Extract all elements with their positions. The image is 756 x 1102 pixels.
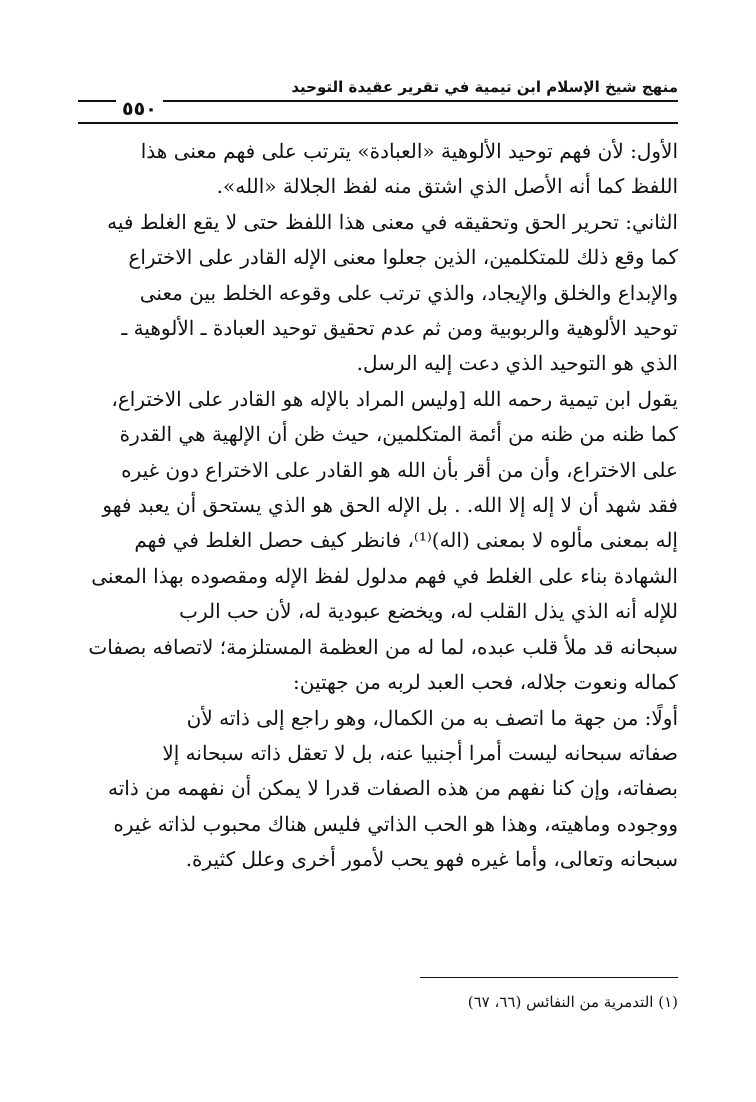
- page-number-row: [78, 100, 678, 124]
- running-title: منهج شيخ الإسلام ابن تيمية في تقرير عقيدة التوحيد: [291, 78, 678, 96]
- body-line: على الاختراع، وأن من أقر بأن الله هو القادر على الاختراع دون غيره: [121, 457, 678, 482]
- body-line: الذي هو التوحيد الذي دعت إليه الرسل.: [356, 351, 678, 376]
- body-line: والإبداع والخلق والإيجاد، والذي ترتب على وقوعه الخلط بين معنى: [139, 280, 678, 305]
- body-line: اللفظ كما أنه الأصل الذي اشتق منه لفظ الجلالة «الله».: [216, 174, 678, 199]
- body-line: الثاني: تحرير الحق وتحقيقه في معنى هذا اللفظ حتى لا يقع الغلط فيه: [107, 209, 678, 234]
- header-rule-lower: [78, 122, 678, 124]
- body-line: الأول: لأن فهم توحيد الألوهية «العبادة» يترتب على فهم معنى هذا: [140, 139, 678, 163]
- body-line: صفاته سبحانه ليست أمرا أجنبيا عنه، بل لا تعقل ذاته سبحانه إلا: [162, 740, 678, 765]
- body-line: الشهادة بناء على الغلط في فهم مدلول لفظ الإله ومقصوده بهذا المعنى: [91, 563, 678, 588]
- body-line: للإله أنه الذي يذل القلب له، ويخضع عبودية له، لأن حب الرب: [179, 599, 678, 624]
- body-line: إله بمعنى مألوه لا بمعنى (اله)⁽¹⁾، فانظر كيف حصل الغلط في فهم: [134, 528, 678, 553]
- footnote-rule: [420, 977, 678, 978]
- body-text: [78, 134, 678, 878]
- body-line: يقول ابن تيمية رحمه الله [وليس المراد بالإله هو القادر على الاختراع،: [111, 386, 678, 411]
- body-line: سبحانه قد ملأ قلب عبده، لما له من العظمة المستلزمة؛ لاتصافه بصفات: [88, 634, 678, 659]
- body-line: توحيد الألوهية والربوبية ومن ثم عدم تحقيق توحيد العبادة ـ الألوهية ـ: [121, 316, 678, 341]
- body-line: فقد شهد أن لا إله إلا الله. . بل الإله الحق هو الذي يستحق أن يعبد فهو: [102, 493, 678, 518]
- body-line: أولًا: من جهة ما اتصف به من الكمال، وهو راجع إلى ذاته لأن: [186, 705, 678, 730]
- body-line: كما ظنه من ظنه من أئمة المتكلمين، حيث ظن أن الإلهية هي القدرة: [119, 422, 678, 447]
- body-line: كماله ونعوت جلاله، فحب العبد لربه من جهتين:: [292, 670, 678, 695]
- body-line: ووجوده وماهيته، وهذا هو الحب الذاتي فليس هناك محبوب لذاته غيره: [113, 811, 678, 836]
- page-number: ٥٥٠: [116, 98, 163, 120]
- footnote: (١) التدمرية من النفائس (٦٦، ٦٧): [467, 993, 678, 1011]
- body-line: كما وقع ذلك للمتكلمين، الذين جعلوا معنى الإله القادر على الاختراع: [128, 245, 678, 270]
- body-line: بصفاته، وإن كنا نفهم من هذه الصفات قدرا لا يمكن أن نفهمه من ذاته: [108, 776, 678, 801]
- body-line: سبحانه وتعالى، وأما غيره فهو يحب لأمور أخرى وعلل كثيرة.: [185, 847, 678, 872]
